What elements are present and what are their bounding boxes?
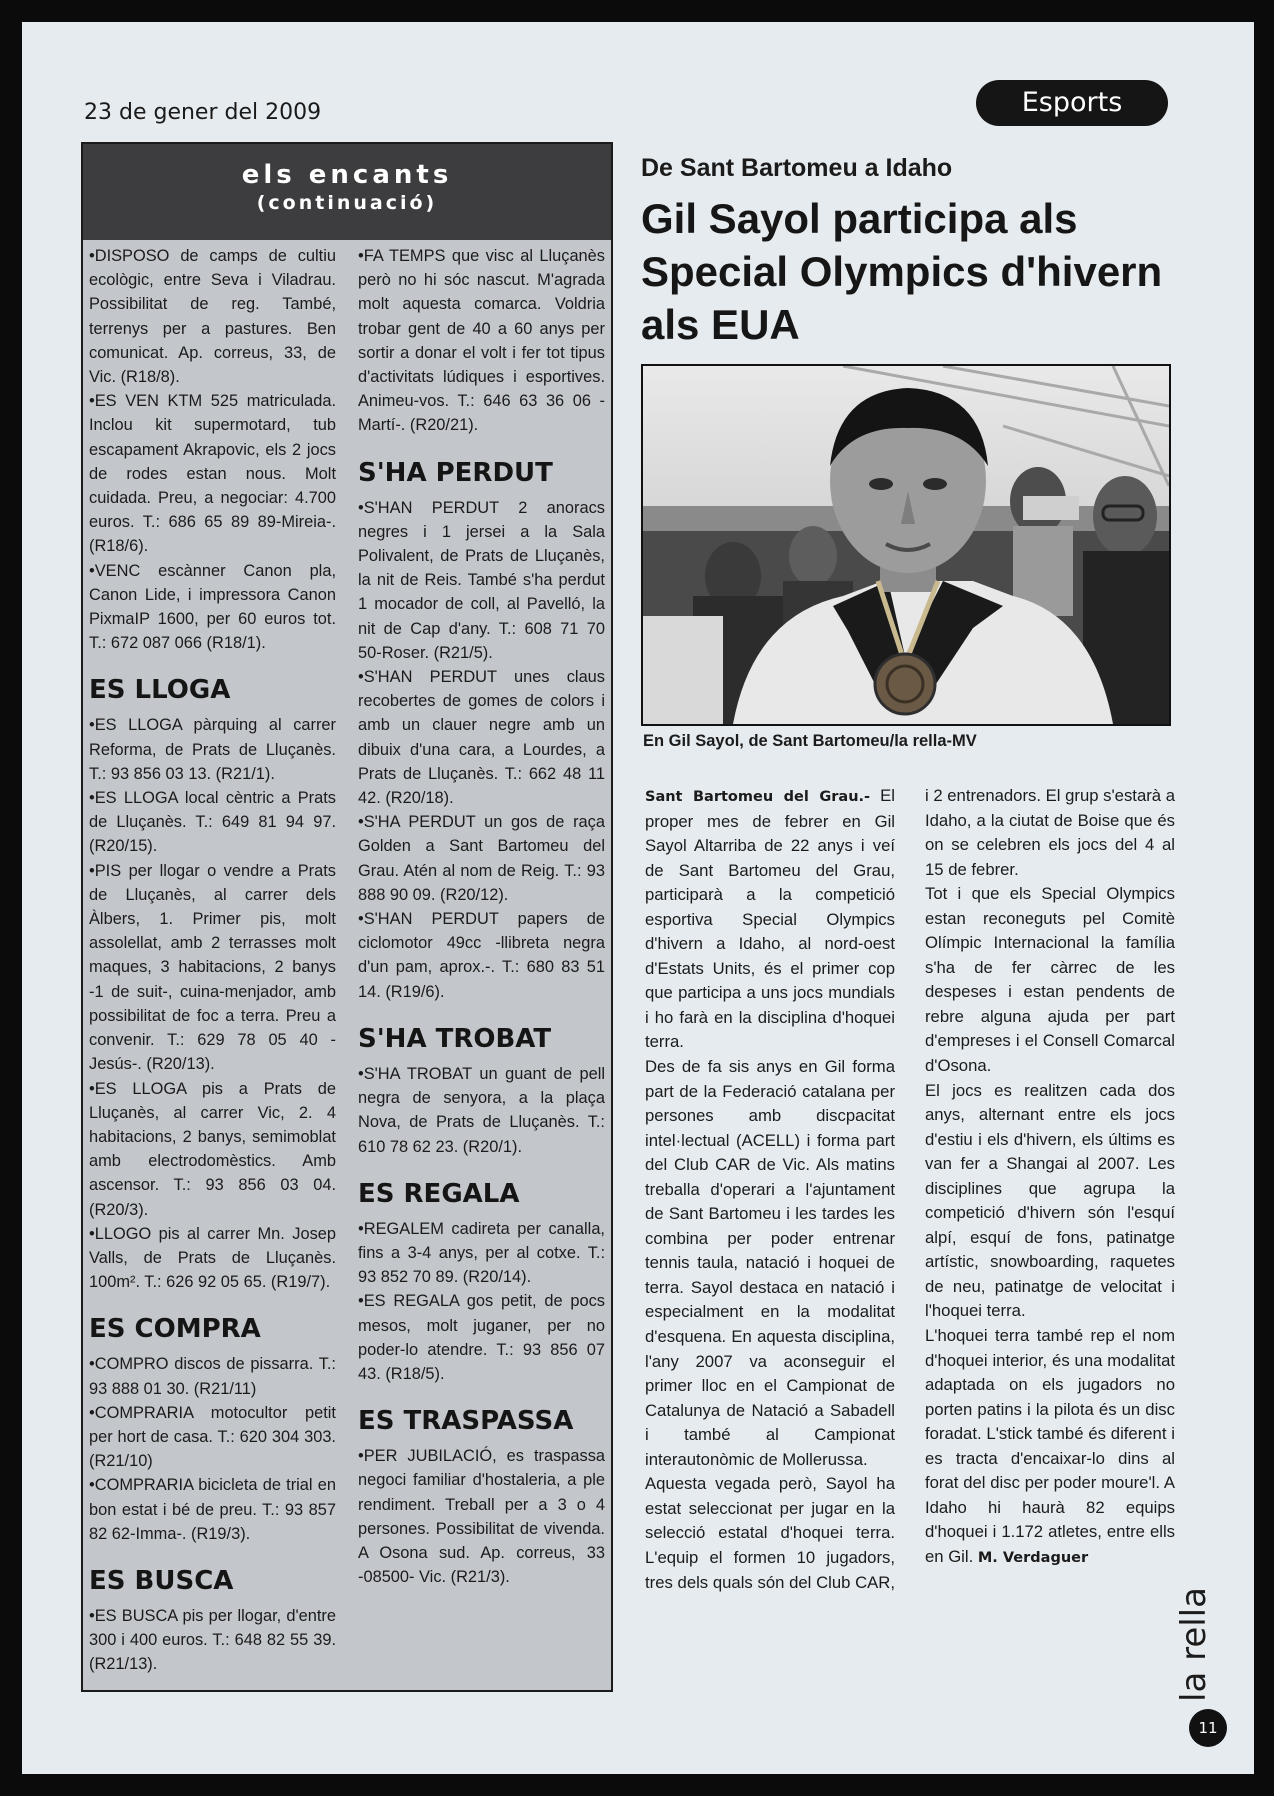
classifieds-header [83,144,611,240]
classified-ad: •ES LLOGA pàrquing al carrer Reforma, de Prats de Lluçanès. T.: 93 856 03 13. (R21/1). [89,716,336,783]
newspaper-page [22,22,1254,1774]
classified-ad: •COMPRARIA motocultor petit per hort de casa. T.: 620 304 303. (R21/10) [89,1403,336,1471]
section-badge: Esports [976,80,1168,126]
page-number: 11 [1189,1709,1227,1747]
classified-ad: •FA TEMPS que visc al Lluçanès però no hi sóc nascut. M'agrada molt aquesta comarca. Voldria trobar gent de 40 a 60 anys per sortir a donar el volt i fer tot tipus d'activitats lúdiques i esportives. Animeu-vos. T.: 646 63 36 06 -Martí-. (R20/21). [358,247,605,435]
classified-ad: •ES LLOGA pis a Prats de Lluçanès, al carrer Vic, 2. 4 habitacions, 2 banys, semimoblat amb electrodomèstics. Amb ascensor. T.: 93 856 03 04. (R20/3). [89,1079,336,1219]
article-paragraph: Aquesta vegada però, Sayol ha estat seleccionat per jugar en la selecció estatal d'hoquei terra. L'equip el formen 10 jugadors, tres dels quals són del Club CAR, i 2 entrenadors. El grup s'estarà a Idaho, a la ciutat de Boise que és on se celebren els jocs del 4 al 15 de febrer. [645,786,1175,1592]
classified-ad: •S'HAN PERDUT papers de ciclomotor 49cc -llibreta negra d'un pam, aprox.-. T.: 680 83 51 14. (R19/6). [358,910,605,1001]
classifieds-columns [89,240,605,1689]
article-paragraph [925,1324,1175,1570]
athlete-photo-illustration [643,366,1169,724]
classifieds-box [81,142,613,1692]
classified-ad: •COMPRO discos de pissarra. T.: 93 888 01 30. (R21/11) [89,1355,336,1398]
classified-ad: •COMPRARIA bicicleta de trial en bon estat i bé de preu. T.: 93 857 82 62-Imma-. (R19/3). [89,1476,336,1543]
photo-caption: En Gil Sayol, de Sant Bartomeu/la rella-MV [643,732,977,750]
classified-ad: •S'HAN PERDUT 2 anoracs negres i 1 jersei a la Sala Polivalent, de Prats de Lluçanès, la nit de Reis. També s'ha perdut 1 mocador de coll, al Pavelló, la nit de Cap d'any. T.: 608 71 70 50-Roser. (R21/5). [358,498,605,662]
classifieds-title: els encants [241,160,453,190]
classified-ad: •LLOGO pis al carrer Mn. Josep Valls, de Prats de Lluçanès. 100m². T.: 626 92 05 65. (R19/7). [89,1224,336,1292]
category-heading: ES COMPRA [89,1314,261,1345]
article-paragraph [645,784,895,1055]
issue-date: 23 de gener del 2009 [84,100,322,125]
article-kicker: De Sant Bartomeu a Idaho [641,154,953,182]
category-heading: S'HA TROBAT [358,1023,552,1054]
paragraph-text: L'hoquei terra també rep el nom d'hoquei interior, és una modalitat adaptada on els jugadors no porten patins i la pilota és un disc foradat. L'stick també és diferent i es tracta d'encaixar-lo dins al forat del disc per poder moure'l. A Idaho hi haurà 82 equips d'hoquei i 1.172 atletes, entre ells en Gil. [925,1326,1175,1566]
classified-ad: •S'HAN PERDUT unes claus recobertes de gomes de colors i amb un clauer negre amb un dibuix d'una cara, a Lourdes, a Prats de Lluçanès. T.: 662 48 11 42. (R20/18). [358,668,605,808]
category-heading: ES LLOGA [89,675,231,706]
article-paragraph: El jocs es realitzen cada dos anys, alternant entre els jocs d'estiu i els d'hivern, els últims es van fer a Shangai al 2007. Les disciplines que agrupa la competició d'hivern són l'esquí alpí, esquí de fons, patinatge artístic, snowboarding, raquetes de neu, patinatge de velocitat i l'hoquei terra. [925,1080,1175,1321]
article-body [645,784,1175,1595]
classified-ad: •REGALEM cadireta per canalla, fins a 3-4 anys, per al cotxe. T.: 93 852 70 89. (R20/14). [358,1219,605,1287]
article-photo [641,364,1171,726]
author-byline: M. Verdaguer [977,1549,1089,1566]
article-paragraph: Tot i que els Special Olympics estan reconeguts pel Comitè Olímpic Internacional la família s'ha de fer càrrec de les despeses i estan pendents de rebre alguna ajuda per part d'empreses i el Consell Comarcal d'Osona. [925,884,1175,1076]
category-heading: ES TRASPASSA [358,1406,574,1437]
classified-ad: •PIS per llogar o vendre a Prats de Lluçanès, al carrer dels Àlbers, 1. Primer pis, molt assolellat, amb 2 terrasses molt maques, 3 habitacions, 2 banys -1 de suit-, cuina-menjador, amb possibilitat de foc a terra. Preu a convenir. T.: 629 78 05 40 -Jesús-. (R20/13). [89,861,336,1074]
category-heading: ES REGALA [358,1178,520,1209]
category-heading: ES BUSCA [89,1565,234,1596]
classified-ad: •VENC escànner Canon pla, Canon Lide, i impressora Canon PixmaIP 1600, per 60 euros tot. T.: 672 087 066 (R18/1). [89,561,336,653]
article-paragraph: Des de fa sis anys en Gil forma part de la Federació catalana per persones amb discpacitat intel·lectual (ACELL) i forma part del Club CAR de Vic. Als matins treballa d'operari a l'ajuntament de Sant Bartomeu i les tardes les combina per poder entrenar tennis taula, natació i hoquei de terra. Sayol destaca en natació i especialment en la modalitat d'esquena. En aquesta disciplina, l'any 2007 va aconseguir el primer lloc en el Campionat de Catalunya de Natació a Sabadell i també al Campionat interautonòmic de Mollerussa. [645,1057,895,1469]
paragraph-text: El proper mes de febrer en Gil Sayol Altarriba de 22 anys i veí de Sant Bartomeu del Grau, participarà a la competició esportiva Special Olympics d'hivern a Idaho, al nord-oest d'Estats Units, és el primer cop que participa a uns jocs mundials i ho farà en la disciplina d'hoquei terra. [645,786,895,1052]
publication-brand: la rella [1174,1587,1214,1702]
category-heading: S'HA PERDUT [358,457,553,488]
classified-ad: •DISPOSO de camps de cultiu ecològic, entre Seva i Viladrau. Possibilitat de reg. També, terrenys per a pastures. Ben comunicat. Ap. correus, 33, de Vic. (R18/8). [89,247,336,387]
classified-ad: •S'HA PERDUT un gos de raça Golden a Sant Bartomeu del Grau. Atén al nom de Reig. T.: 93 888 90 09. (R20/12). [358,813,605,904]
classifieds-subtitle: (continuació) [256,192,438,214]
classified-ad: •PER JUBILACIÓ, es traspassa negoci familiar d'hostaleria, a ple rendiment. Treball per a 3 o 4 persones. Possibilitat de vivenda. A Osona sud. Ap. correus, 33 -08500- Vic. (R21/3). [358,1447,605,1587]
classified-ad: •ES REGALA gos petit, de pocs mesos, molt juganer, per no poder-lo atendre. T.: 93 856 07 43. (R18/5). [358,1292,605,1383]
classified-ad: •S'HA TROBAT un guant de pell negra de senyora, a la plaça Nova, de Prats de Lluçanès. T.: 610 78 62 23. (R20/1). [358,1064,605,1156]
classified-ad: •ES LLOGA local cèntric a Prats de Lluçanès. T.: 649 81 94 97. (R20/15). [89,789,336,856]
article-headline: Gil Sayol participa als Special Olympics d'hivern als EUA [641,195,1163,348]
classified-ad: •ES VEN KTM 525 matriculada. Inclou kit supermotard, tub escapament Akrapovic, els 2 jocs de rodes estan nous. Molt cuidada. Preu, a negociar: 4.700 euros. T.: 686 65 89 89-Mireia-. (R18/6). [89,392,336,556]
classified-ad: •ES BUSCA pis per llogar, d'entre 300 i 400 euros. T.: 648 82 55 39. (R21/13). [89,1606,336,1674]
dateline: Sant Bartomeu del Grau.- [645,789,871,805]
